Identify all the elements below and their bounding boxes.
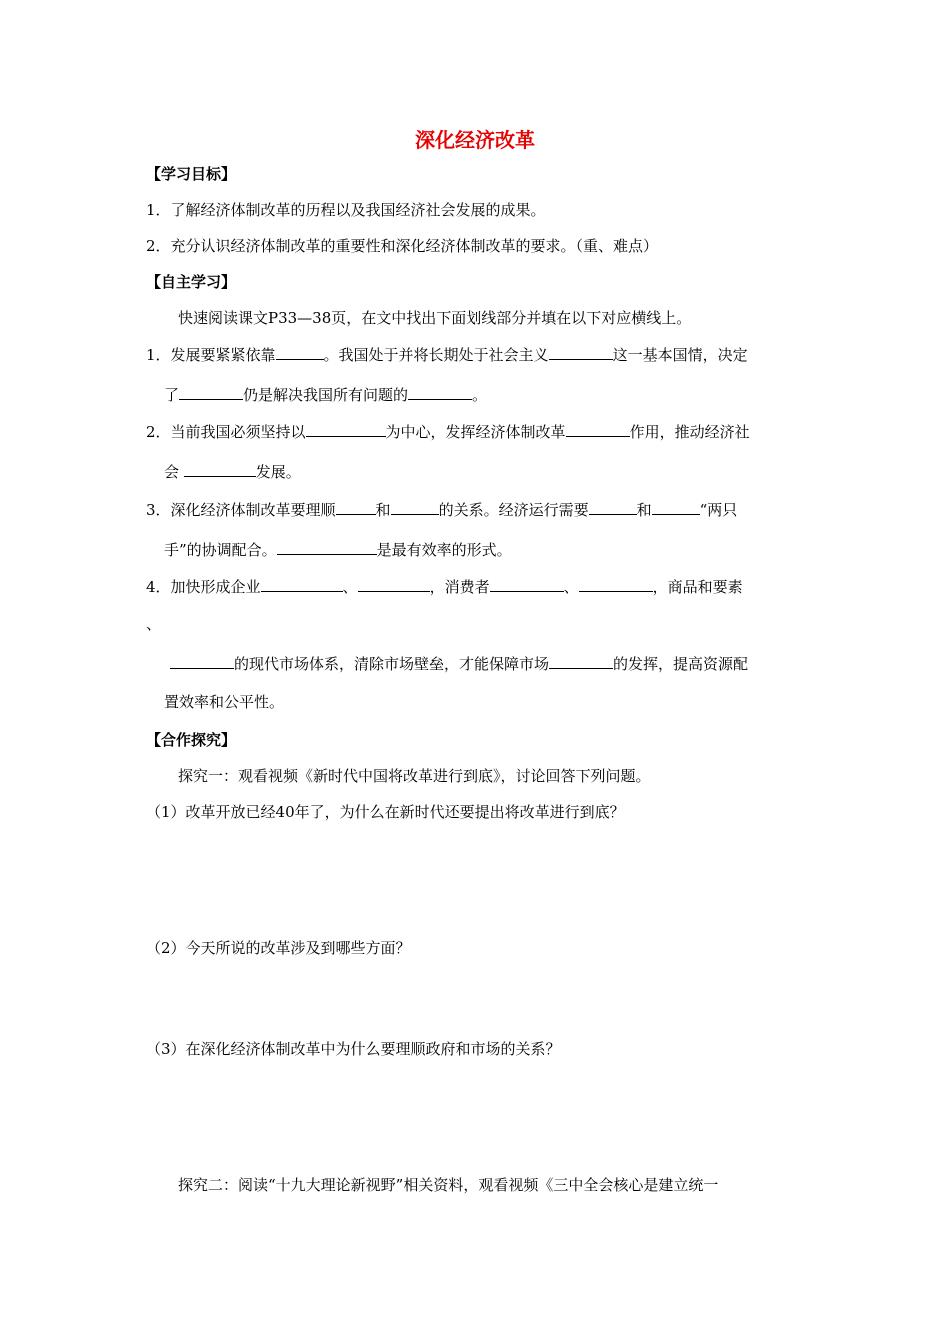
blank[interactable] xyxy=(277,539,377,555)
inquiry-1-intro: 探究一：观看视频《新时代中国将改革进行到底》，讨论回答下列问题。 xyxy=(178,767,651,785)
blank[interactable] xyxy=(276,344,324,360)
section-heading-coop: 【合作探究】 xyxy=(146,731,237,749)
blank[interactable] xyxy=(566,421,630,437)
goal-item-2: 2．充分认识经济体制改革的重要性和深化经济体制改革的要求。（重、难点） xyxy=(146,237,659,255)
fill-question-1-line-2: 了 仍是解决我国所有问题的 。 xyxy=(164,386,488,404)
blank[interactable] xyxy=(358,576,430,592)
fill-question-4-wrap-mark: 、 xyxy=(146,615,162,633)
fill-question-3-line-1: 3．深化经济体制改革要理顺 和 的关系。经济运行需要 和 “两只 xyxy=(146,501,738,519)
blank[interactable] xyxy=(306,421,386,437)
blank[interactable] xyxy=(408,384,472,400)
blank[interactable] xyxy=(170,653,234,669)
blank[interactable] xyxy=(179,384,243,400)
inquiry-question-1: （1）改革开放已经40年了，为什么在新时代还要提出将改革进行到底？ xyxy=(146,803,625,821)
blank[interactable] xyxy=(261,576,343,592)
fill-question-2-line-1: 2．当前我国必须坚持以 为中心，发挥经济体制改革 作用，推动经济社 xyxy=(146,423,750,441)
fill-question-4-line-2: 的现代市场体系，清除市场壁垒，才能保障市场 的发挥，提高资源配 xyxy=(170,653,748,674)
fill-question-3-line-2: 手”的协调配合。 是最有效率的形式。 xyxy=(164,541,512,559)
inquiry-question-3: （3）在深化经济体制改革中为什么要理顺政府和市场的关系？ xyxy=(146,1040,561,1058)
blank[interactable] xyxy=(336,499,376,515)
fill-question-4-line-1: 4．加快形成企业 、 ，消费者 、 ，商品和要素 xyxy=(146,578,743,596)
blank[interactable] xyxy=(579,576,653,592)
blank[interactable] xyxy=(589,499,637,515)
goal-item-1: 1．了解经济体制改革的历程以及我国经济社会发展的成果。 xyxy=(146,201,546,219)
section-heading-self-study: 【自主学习】 xyxy=(146,273,237,291)
section-heading-goals: 【学习目标】 xyxy=(146,165,237,183)
fill-question-4-line-3: 置效率和公平性。 xyxy=(164,693,285,711)
blank[interactable] xyxy=(549,653,613,669)
blank[interactable] xyxy=(490,576,564,592)
self-study-intro: 快速阅读课文P33—38页，在文中找出下面划线部分并填在以下对应横线上。 xyxy=(178,309,692,327)
inquiry-question-2: （2）今天所说的改革涉及到哪些方面？ xyxy=(146,939,411,957)
fill-question-1-line-1: 1．发展要紧紧依靠 。我国处于并将长期处于社会主义 这一基本国情，决定 xyxy=(146,346,748,364)
blank[interactable] xyxy=(184,461,256,477)
page-title: 深化经济改革 xyxy=(415,128,535,152)
inquiry-2-intro: 探究二：阅读“十九大理论新视野”相关资料，观看视频《三中全会核心是建立统一 xyxy=(178,1176,719,1194)
blank[interactable] xyxy=(391,499,439,515)
blank[interactable] xyxy=(549,344,613,360)
blank[interactable] xyxy=(652,499,700,515)
fill-question-2-line-2: 会 发展。 xyxy=(164,463,301,481)
